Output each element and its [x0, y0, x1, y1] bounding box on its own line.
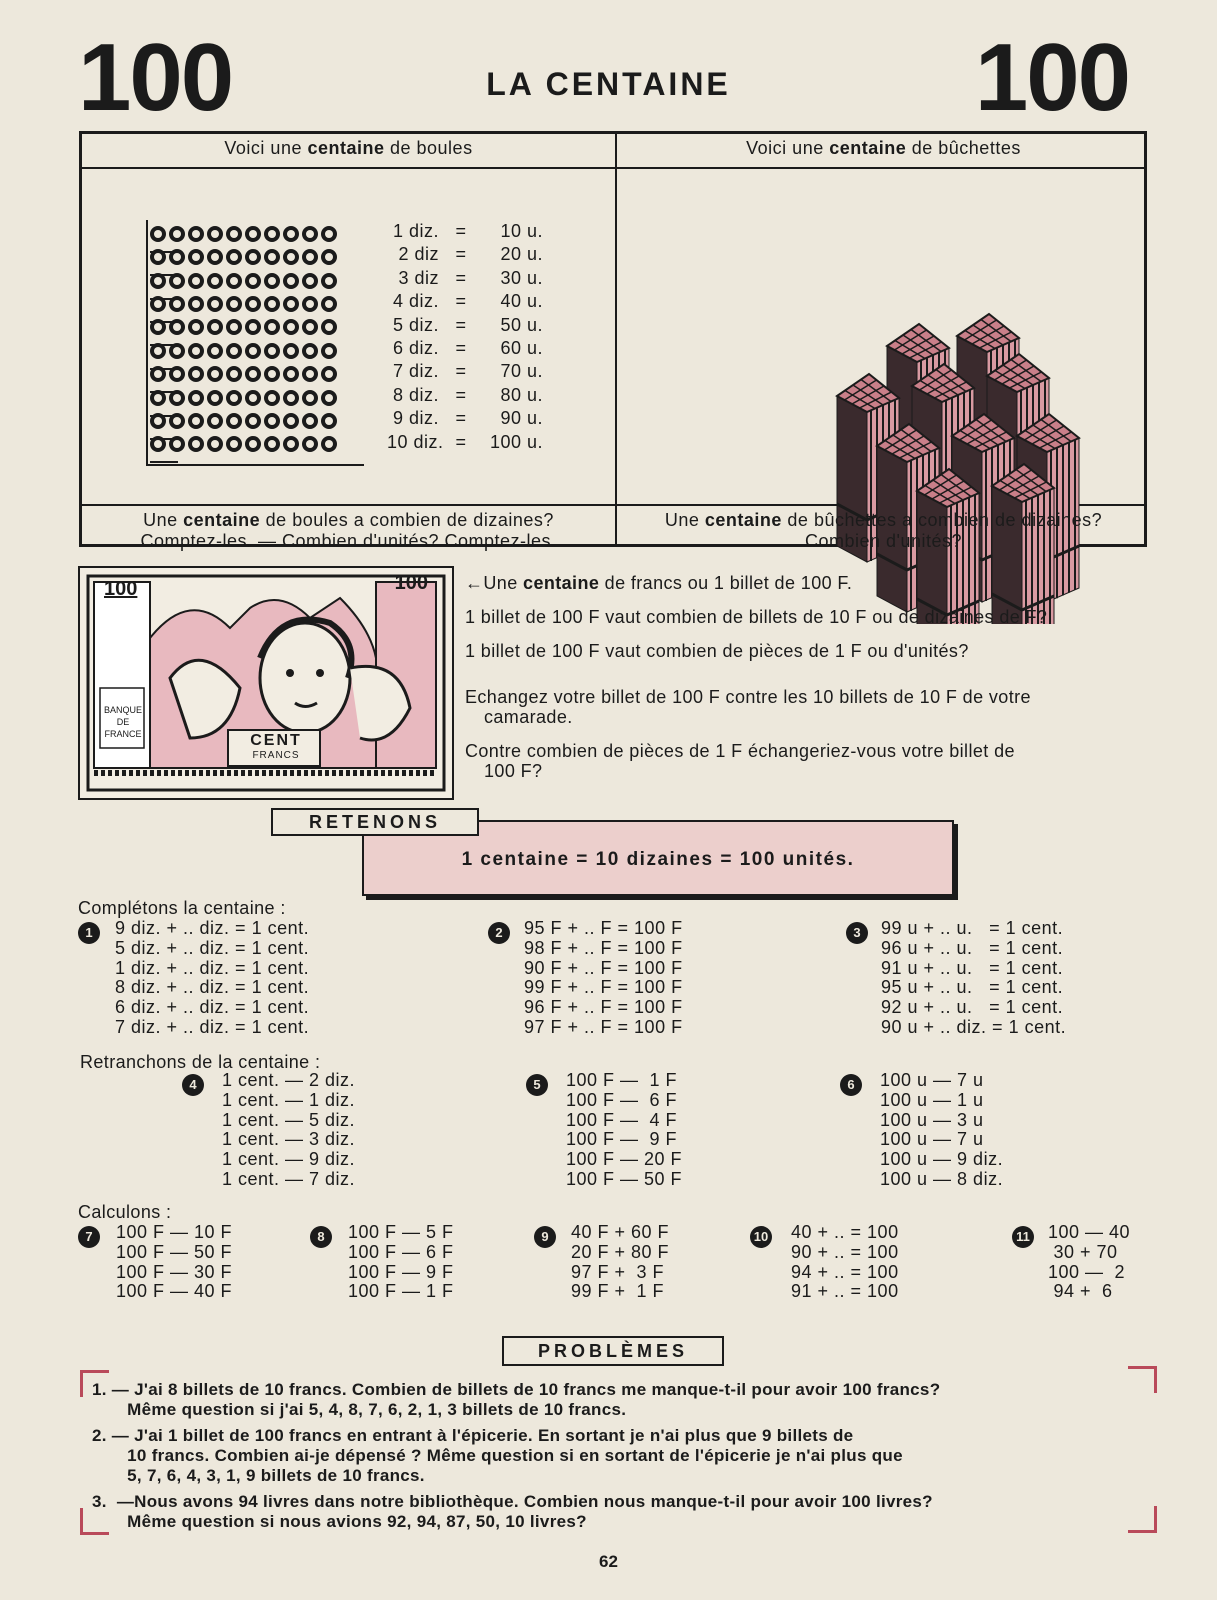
exercise-number: 7 — [78, 1226, 100, 1248]
equation-e: = — [455, 408, 467, 429]
abacus-bead — [188, 413, 204, 429]
abacus-bead — [321, 366, 337, 382]
exercise-line: 5 diz. + .. diz. = 1 cent. — [115, 937, 310, 958]
abacus-bead — [169, 390, 185, 406]
dizaine-equation — [387, 266, 543, 290]
exercise-line: 1 cent. — 9 diz. — [222, 1149, 356, 1170]
equation-e: = — [455, 431, 467, 452]
dizaine-equation — [387, 430, 543, 454]
abacus-bead — [302, 226, 318, 242]
dizaine-equation — [387, 359, 543, 383]
abacus-bead — [226, 343, 242, 359]
exercise-number: 10 — [750, 1226, 772, 1248]
equation-e: = — [455, 291, 467, 312]
billet-line-4b: camarade. — [484, 707, 573, 727]
exercise-line: 100 F — 20 F — [566, 1149, 683, 1170]
abacus-bead — [169, 296, 185, 312]
banknote-bank-text: BANQUE DE FRANCE — [103, 705, 142, 739]
exercise-line: 100 F — 1 F — [348, 1281, 454, 1302]
header-number-right: 100 — [974, 24, 1129, 131]
abacus-bead — [245, 273, 261, 289]
abacus-bead — [245, 343, 261, 359]
equation-v: 30 u. — [500, 267, 543, 288]
abacus-bead — [264, 413, 280, 429]
abacus-bead — [245, 436, 261, 452]
abacus-bead — [169, 413, 185, 429]
abacus-bead — [188, 390, 204, 406]
abacus-bead — [283, 436, 299, 452]
equation-e: = — [455, 267, 467, 288]
equation-v: 20 u. — [500, 244, 543, 265]
exercise-number: 8 — [310, 1226, 332, 1248]
equation-n: 8 diz. — [392, 384, 439, 405]
exercise-line: 100 u — 9 diz. — [880, 1149, 1004, 1170]
abacus-bead — [302, 366, 318, 382]
abacus-bead — [264, 273, 280, 289]
exercise-line: 90 F + .. F = 100 F — [524, 957, 683, 978]
equation-v: 60 u. — [500, 338, 543, 358]
exercise-line: 100 u — 3 u — [880, 1109, 984, 1130]
page-number: 62 — [599, 1552, 618, 1571]
abacus-bead — [188, 366, 204, 382]
sticks-bundle-illustration — [817, 304, 1107, 624]
exercise-line: 95 u + .. u. = 1 cent. — [881, 977, 1064, 998]
abacus-bead — [169, 273, 185, 289]
probleme-line: 2. — J'ai 1 billet de 100 francs en entrant à l'épicerie. En sortant je n'ai plus que 9 billets de — [92, 1426, 854, 1445]
exercise-number: 3 — [846, 922, 868, 944]
equation-e: = — [455, 221, 467, 241]
abacus-bead — [283, 390, 299, 406]
exercise-line: 9 diz. + .. diz. = 1 cent. — [115, 918, 310, 938]
abacus-bead — [283, 296, 299, 312]
exercise-line: 96 F + .. F = 100 F — [524, 997, 683, 1018]
exercise-line: 1 cent. — 3 diz. — [222, 1129, 356, 1150]
exercise-number: 5 — [526, 1074, 548, 1096]
equation-n: 1 diz. — [392, 221, 439, 241]
equation-n: 10 diz. — [387, 431, 444, 452]
abacus-bead — [150, 366, 166, 382]
abacus-bead — [321, 296, 337, 312]
probleme-line: 10 francs. Combien ai-je dépensé ? Même question si en sortant de l'épicerie je n'ai plus que — [92, 1446, 903, 1465]
abacus-bead — [264, 436, 280, 452]
exercise-line: 8 diz. + .. diz. = 1 cent. — [115, 977, 310, 998]
banknote-value-left: 100 — [104, 578, 138, 600]
exercise-line: 100 F — 10 F — [116, 1222, 233, 1242]
header-number-left: 100 — [78, 24, 233, 131]
abacus-bead — [321, 390, 337, 406]
buchettes-question: Une centaine de bûchettes a combien de dizaines? Combien d'unités? — [664, 510, 1103, 551]
calculons-title: Calculons : — [78, 1202, 172, 1222]
abacus-bead — [226, 249, 242, 265]
banknote-francs: FRANCS — [252, 750, 300, 761]
abacus-bead — [188, 249, 204, 265]
abacus-bead — [302, 319, 318, 335]
abacus-bead — [321, 436, 337, 452]
abacus-bead — [169, 249, 185, 265]
dizaine-equation — [387, 289, 543, 313]
abacus-bead — [321, 319, 337, 335]
abacus-bead — [245, 249, 261, 265]
equation-e: = — [455, 361, 467, 382]
abacus-bead — [169, 226, 185, 242]
buchettes-heading: Voici une centaine de bûchettes — [746, 138, 1021, 158]
probleme-line: 5, 7, 6, 4, 3, 1, 9 billets de 10 francs. — [92, 1466, 425, 1485]
abacus-bead — [245, 366, 261, 382]
abacus-bead — [321, 226, 337, 242]
bracket-top-right — [1128, 1366, 1157, 1393]
centaine-table — [79, 131, 1147, 551]
probleme-line: 3. —Nous avons 94 livres dans notre bibliothèque. Combien nous manque-t-il pour avoir 100 livres? — [92, 1492, 933, 1511]
exercise-line: 100 F — 4 F — [566, 1109, 678, 1130]
abacus-bead — [226, 319, 242, 335]
equation-e: = — [455, 338, 467, 358]
billet-line-1: ←Une centaine de francs ou 1 billet de 100 F. — [465, 573, 853, 593]
exercise-line: 100 F — 5 F — [348, 1222, 454, 1242]
abacus-bead — [264, 366, 280, 382]
abacus-bead — [169, 436, 185, 452]
equation-v: 50 u. — [500, 314, 543, 335]
exercise-line: 20 F + 80 F — [571, 1241, 670, 1262]
exercise-line: 100 u — 1 u — [880, 1089, 984, 1110]
dizaine-equation — [387, 313, 543, 337]
exercise-line: 91 + .. = 100 — [791, 1281, 899, 1302]
equation-n: 2 diz — [398, 244, 439, 265]
abacus-bead — [207, 390, 223, 406]
dizaine-equation — [387, 336, 543, 360]
exercise-line: 1 diz. + .. diz. = 1 cent. — [115, 957, 310, 978]
exercise-line: 6 diz. + .. diz. = 1 cent. — [115, 997, 310, 1018]
abacus-bead — [321, 273, 337, 289]
dizaine-equation — [387, 383, 543, 407]
exercise-number: 4 — [182, 1074, 204, 1096]
equation-v: 40 u. — [500, 291, 543, 312]
abacus-bead — [150, 319, 166, 335]
exercise-line: 100 F — 1 F — [566, 1070, 678, 1090]
exercise-line: 100 F — 6 F — [566, 1089, 678, 1110]
probleme-line: 1. — J'ai 8 billets de 10 francs. Combien de billets de 10 francs me manque-t-il pour avoir 100 francs? — [92, 1380, 941, 1399]
equation-e: = — [455, 244, 467, 265]
exercise-line: 100 F — 9 F — [566, 1129, 678, 1150]
exercise-line: 97 F + 3 F — [571, 1261, 665, 1282]
exercise-line: 94 + 6 — [1048, 1281, 1113, 1302]
dizaine-equation — [387, 219, 543, 243]
abacus-bead — [264, 343, 280, 359]
exercise-line: 100 F — 50 F — [566, 1169, 683, 1189]
abacus-bead — [188, 296, 204, 312]
abacus-bead — [188, 273, 204, 289]
abacus-bead — [226, 413, 242, 429]
billet-line-5a: Contre combien de pièces de 1 F échangeriez-vous votre billet de — [465, 741, 1015, 761]
equation-n: 5 diz. — [392, 314, 439, 335]
exercise-line: 30 + 70 — [1048, 1241, 1118, 1262]
abacus-bead — [245, 319, 261, 335]
equation-n: 7 diz. — [392, 361, 439, 382]
abacus-bead — [321, 343, 337, 359]
equation-v: 80 u. — [500, 384, 543, 405]
exercise-number: 6 — [840, 1074, 862, 1096]
abacus-row — [150, 225, 366, 245]
exercise-line: 98 F + .. F = 100 F — [524, 937, 683, 958]
abacus-row — [150, 365, 366, 385]
abacus-bead — [150, 436, 166, 452]
billet-line-5b: 100 F? — [484, 761, 543, 781]
exercise-line: 100 F — 9 F — [348, 1261, 454, 1282]
abacus-bead — [283, 249, 299, 265]
equation-v: 100 u. — [489, 431, 543, 452]
abacus-bead — [245, 296, 261, 312]
exercise-line: 99 u + .. u. = 1 cent. — [881, 918, 1064, 938]
exercise-line: 40 + .. = 100 — [791, 1222, 899, 1242]
equation-v: 10 u. — [500, 221, 543, 241]
exercise-line: 100 — 40 — [1048, 1222, 1131, 1242]
abacus-frame-left — [146, 220, 148, 465]
equation-n: 9 diz. — [392, 408, 439, 429]
exercise-line: 100 u — 8 diz. — [880, 1169, 1004, 1189]
abacus-bead — [283, 273, 299, 289]
abacus-bead — [226, 436, 242, 452]
exercise-line: 97 F + .. F = 100 F — [524, 1017, 683, 1037]
abacus-bead — [207, 273, 223, 289]
exercise-line: 100 u — 7 u — [880, 1070, 984, 1090]
abacus-bead — [150, 343, 166, 359]
abacus-bead — [302, 436, 318, 452]
exercise-line: 99 F + 1 F — [571, 1281, 665, 1302]
abacus-bead — [207, 319, 223, 335]
abacus-bead — [169, 366, 185, 382]
completons-title: Complétons la centaine : — [78, 898, 286, 918]
boules-heading: Voici une centaine de boules — [224, 138, 473, 158]
exercise-line: 100 F — 50 F — [116, 1241, 233, 1262]
retenons-rule: 1 centaine = 10 dizaines = 100 unités. — [362, 820, 954, 896]
equation-e: = — [455, 314, 467, 335]
exercise-number: 2 — [488, 922, 510, 944]
equation-v: 70 u. — [500, 361, 543, 382]
abacus-bead — [302, 343, 318, 359]
abacus-bead — [302, 413, 318, 429]
abacus-bead — [264, 319, 280, 335]
abacus-bead — [283, 366, 299, 382]
exercise-line: 1 cent. — 5 diz. — [222, 1109, 356, 1130]
billet-line-4a: Echangez votre billet de 100 F contre les 10 billets de 10 F de votre — [465, 687, 1031, 707]
exercise-line: 94 + .. = 100 — [791, 1261, 899, 1282]
banknote-illustration — [80, 568, 452, 798]
exercise-number: 1 — [78, 922, 100, 944]
abacus-row — [150, 342, 366, 362]
abacus-bead — [169, 343, 185, 359]
abacus-bead — [207, 413, 223, 429]
exercise-line: 95 F + .. F = 100 F — [524, 918, 683, 938]
abacus-row — [150, 272, 366, 292]
abacus-bead — [150, 296, 166, 312]
abacus-bead — [264, 390, 280, 406]
equation-n: 6 diz. — [392, 338, 439, 358]
abacus-bead — [207, 366, 223, 382]
abacus-bead — [264, 296, 280, 312]
equation-e: = — [455, 384, 467, 405]
exercise-number: 9 — [534, 1226, 556, 1248]
banknote-cent: CENT — [250, 732, 302, 749]
exercise-line: 99 F + .. F = 100 F — [524, 977, 683, 998]
abacus-row — [150, 248, 366, 268]
boules-question: Une centaine de boules a combien de dizaines? Comptez-les. — Combien d'unités? Comptez-les. — [140, 510, 557, 551]
abacus-bead — [245, 390, 261, 406]
exercise-line: 100 u — 7 u — [880, 1129, 984, 1150]
abacus-bead — [188, 436, 204, 452]
abacus-bead — [207, 296, 223, 312]
page-title: LA CENTAINE — [486, 66, 731, 102]
equation-v: 90 u. — [500, 408, 543, 429]
abacus-bead — [207, 343, 223, 359]
abacus-bead — [226, 390, 242, 406]
abacus-row — [150, 319, 366, 339]
exercise-line: 7 diz. + .. diz. = 1 cent. — [115, 1017, 310, 1037]
abacus-bead — [264, 226, 280, 242]
exercise-line: 96 u + .. u. = 1 cent. — [881, 937, 1064, 958]
equation-n: 4 diz. — [392, 291, 439, 312]
abacus-bead — [302, 296, 318, 312]
problemes-label: PROBLÈMES — [502, 1336, 724, 1366]
exercise-line: 100 F — 30 F — [116, 1261, 233, 1282]
probleme-line: Même question si nous avions 92, 94, 87, 50, 10 livres? — [92, 1512, 587, 1531]
abacus-bead — [321, 249, 337, 265]
abacus-bead — [283, 226, 299, 242]
equation-n: 3 diz — [398, 267, 439, 288]
banknote-100-francs — [78, 566, 454, 800]
exercise-line: 92 u + .. u. = 1 cent. — [881, 997, 1064, 1018]
abacus-bead — [302, 390, 318, 406]
abacus-bead — [150, 273, 166, 289]
abacus-bead — [150, 249, 166, 265]
abacus-row — [150, 412, 366, 432]
abacus-bead — [188, 226, 204, 242]
abacus-bead — [150, 390, 166, 406]
abacus-bead — [188, 343, 204, 359]
abacus-bead — [150, 413, 166, 429]
abacus-bead — [207, 436, 223, 452]
exercise-line: 100 F — 6 F — [348, 1241, 454, 1262]
abacus-bead — [188, 319, 204, 335]
exercise-line: 1 cent. — 7 diz. — [222, 1169, 356, 1189]
abacus-bead — [226, 226, 242, 242]
exercise-line: 90 + .. = 100 — [791, 1241, 899, 1262]
abacus-bead — [283, 319, 299, 335]
abacus-row — [150, 389, 366, 409]
abacus-bead — [302, 249, 318, 265]
exercise-line: 40 F + 60 F — [571, 1222, 670, 1242]
abacus-bead — [169, 319, 185, 335]
banknote-value-right: 100 — [394, 572, 428, 594]
abacus-bead — [150, 226, 166, 242]
abacus-row — [150, 436, 366, 456]
exercise-line: 1 cent. — 1 diz. — [222, 1089, 356, 1110]
abacus-frame-bottom — [146, 464, 364, 466]
abacus-bead — [207, 226, 223, 242]
abacus-bead — [226, 273, 242, 289]
abacus-bead — [321, 413, 337, 429]
abacus-row — [150, 295, 366, 315]
abacus-bead — [302, 273, 318, 289]
abacus-bead — [226, 296, 242, 312]
probleme-line: Même question si j'ai 5, 4, 8, 7, 6, 2, 1, 3 billets de 10 francs. — [92, 1400, 627, 1419]
abacus-bead — [283, 343, 299, 359]
abacus-bead — [283, 413, 299, 429]
exercise-line: 91 u + .. u. = 1 cent. — [881, 957, 1064, 978]
billet-line-3: 1 billet de 100 F vaut combien de pièces de 1 F ou d'unités? — [465, 641, 969, 661]
exercise-line: 100 F — 40 F — [116, 1281, 233, 1302]
abacus-bead — [245, 413, 261, 429]
exercise-line: 90 u + .. diz. = 1 cent. — [881, 1017, 1067, 1037]
abacus-bead — [226, 366, 242, 382]
bracket-bottom-right — [1128, 1506, 1157, 1533]
exercise-line: 100 — 2 — [1048, 1261, 1126, 1282]
abacus-bead — [264, 249, 280, 265]
abacus-bead — [207, 249, 223, 265]
retenons-label: RETENONS — [271, 808, 479, 836]
dizaine-equation — [387, 242, 543, 266]
exercise-line: 1 cent. — 2 diz. — [222, 1070, 356, 1090]
dizaine-equation — [387, 406, 543, 430]
abacus-bead — [245, 226, 261, 242]
exercise-number: 11 — [1012, 1226, 1034, 1248]
retranchons-title: Retranchons de la centaine : — [80, 1052, 321, 1072]
billet-line-2: 1 billet de 100 F vaut combien de billets de 10 F ou de dizaines de F? — [465, 607, 1048, 627]
